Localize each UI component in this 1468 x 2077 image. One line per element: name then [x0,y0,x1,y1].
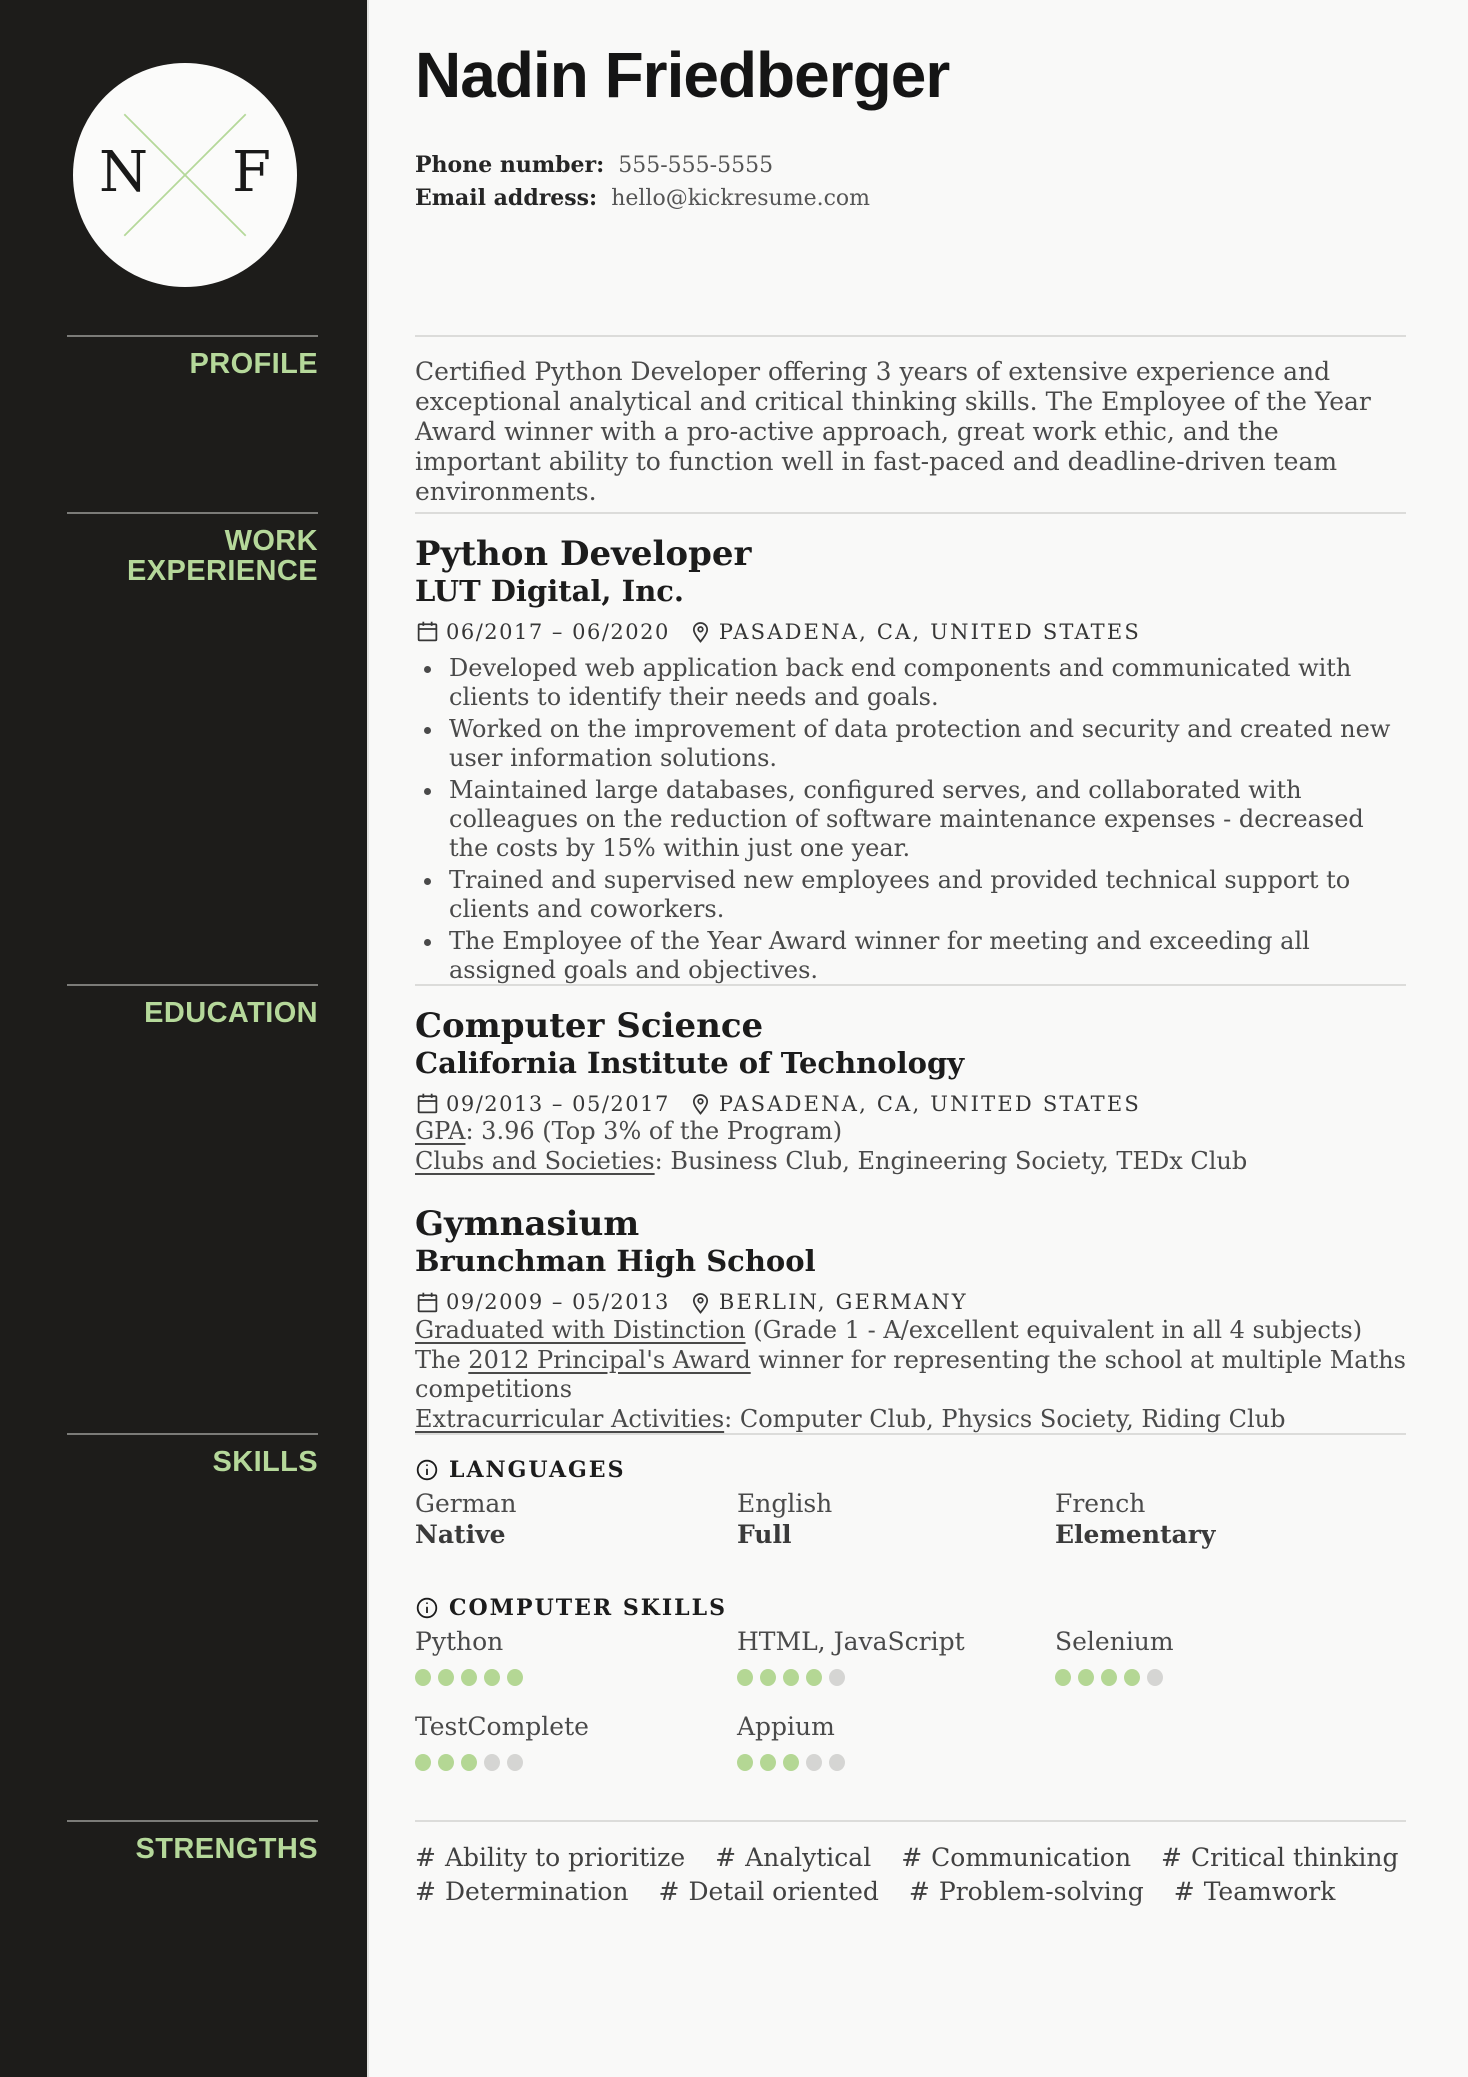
job-location: PASADENA, CA, UNITED STATES [718,619,1142,644]
rating-dot [461,1669,477,1686]
sidebar-strengths [0,1820,367,2077]
strengths-section [0,1820,1468,2077]
sidebar-divider [67,512,318,514]
sidebar-header [0,0,367,335]
computer-skill-item [1055,1627,1406,1686]
sidebar-item-skills: SKILLS [212,1446,318,1478]
skill-rating-dots [737,1754,1055,1771]
rating-dot [438,1754,454,1771]
rating-dot [760,1669,776,1686]
strength-item: # Critical thinking [1161,1843,1399,1872]
header-section [0,0,1468,335]
rating-dot [461,1754,477,1771]
strength-item: # Ability to prioritize [415,1843,686,1872]
computer-skills-grid [415,1627,1406,1771]
education-location: BERLIN, GERMANY [718,1290,968,1315]
computer-skills-label: COMPUTER SKILLS [449,1595,727,1621]
job-bullet: • Trained and supervised new employees and provided technical support to clients and coworkers. [445,866,1406,924]
info-icon [415,1458,439,1482]
education-detail-line: Clubs and Societies: Business Club, Engineering Society, TEDx Club [415,1147,1248,1176]
info-icon [415,1596,439,1620]
skill-rating-dots [415,1669,737,1686]
phone-label: Phone number: [415,152,605,179]
rating-dot [1078,1669,1094,1686]
person-name: Nadin Friedberger [415,39,950,111]
education-entry [415,1206,1406,1433]
rating-dot [806,1669,822,1686]
company-name: LUT Digital, Inc. [415,574,685,609]
section-divider [415,1433,1406,1435]
sidebar-item-work-experience: WORK EXPERIENCE [127,525,318,587]
education-detail-line: Graduated with Distinction (Grade 1 - A/excellent equivalent in all 4 subjects) [415,1315,1363,1344]
education-dates: 09/2013 – 05/2017 [446,1091,670,1116]
education-main [367,984,1468,1433]
education-detail-line: Extracurricular Activities: Computer Club, Physics Society, Riding Club [415,1404,1286,1433]
education-entries [415,1008,1406,1434]
skill-name: Appium [737,1712,835,1741]
rating-dot [760,1754,776,1771]
language-name: English [737,1489,833,1518]
education-entry [415,1008,1406,1176]
job-bullet: • Developed web application back end components and communicated with clients to identify their needs and goals. [445,654,1406,712]
computer-skill-item [737,1712,1055,1771]
sidebar-skills [0,1433,367,1820]
sidebar-item-profile: PROFILE [189,348,318,380]
language-item [737,1489,1055,1551]
languages-grid [415,1489,1406,1551]
skills-main [367,1433,1468,1820]
profile-text: Certified Python Developer offering 3 years of extensive experience and exceptional analytical and critical thinking skills. The Employee of the Year Award winner with a pro-active approach, great work ethic, and the important ability to function well in fast-paced and deadline-driven team environments. [415,357,1371,506]
rating-dot [737,1754,753,1771]
strength-item: # Analytical [715,1843,872,1872]
language-item [415,1489,737,1551]
computer-skill-item [415,1627,737,1686]
contact-block [415,149,1406,215]
sidebar-education [0,984,367,1433]
school-name: Brunchman High School [415,1244,816,1279]
job-title: Python Developer [415,534,752,574]
strength-item: # Detail oriented [658,1877,879,1906]
computer-skills-header [415,1595,1406,1621]
location-pin-icon [688,619,713,644]
rating-dot [507,1754,523,1771]
language-name: German [415,1489,517,1518]
skill-name: Python [415,1627,504,1656]
skill-rating-dots [415,1754,737,1771]
rating-dot [783,1669,799,1686]
monogram-logo [73,63,297,287]
job-meta [415,619,1406,644]
strength-item: # Teamwork [1173,1877,1336,1906]
location-pin-icon [688,1290,713,1315]
rating-dot [1124,1669,1140,1686]
strength-item: # Problem-solving [908,1877,1144,1906]
education-dates: 09/2009 – 05/2013 [446,1290,670,1315]
rating-dot [806,1754,822,1771]
monogram-letter-right: F [232,139,271,205]
calendar-icon [415,1091,440,1116]
sidebar-profile [0,335,367,512]
sidebar-divider [67,1433,318,1435]
skill-name: Selenium [1055,1627,1174,1656]
strengths-list [415,1842,1406,1908]
calendar-icon [415,619,440,644]
education-meta [415,1290,1406,1315]
strength-item: # Determination [415,1877,629,1906]
profile-main [367,335,1468,512]
rating-dot [484,1669,500,1686]
sidebar-item-education: EDUCATION [144,997,318,1029]
work-experience-section [0,512,1468,984]
job-bullet: • Worked on the improvement of data protection and security and created new user information solutions. [445,715,1406,773]
sidebar-divider [67,335,318,337]
education-section [0,984,1468,1433]
monogram-letter-left: N [99,139,148,205]
rating-dot [737,1669,753,1686]
phone-value: 555-555-5555 [618,153,774,179]
calendar-icon [415,1290,440,1315]
degree-title: Computer Science [415,1006,764,1046]
work-experience-main [367,512,1468,984]
location-pin-icon [688,1091,713,1116]
rating-dot [783,1754,799,1771]
email-value: hello@kickresume.com [611,186,871,212]
computer-skill-item [737,1627,1055,1686]
education-meta [415,1091,1406,1116]
rating-dot [1101,1669,1117,1686]
language-level: Elementary [1055,1520,1216,1549]
education-detail-line: The 2012 Principal's Award winner for representing the school at multiple Maths competitions [415,1345,1406,1403]
section-divider [415,1820,1406,1822]
education-details [415,1117,1406,1176]
job-bullet-list [415,654,1406,985]
rating-dot [1147,1669,1163,1686]
language-item [1055,1489,1406,1551]
rating-dot [829,1669,845,1686]
header-main [367,0,1468,335]
rating-dot [507,1669,523,1686]
rating-dot [415,1669,431,1686]
language-name: French [1055,1489,1146,1518]
degree-title: Gymnasium [415,1204,640,1245]
section-divider [415,984,1406,986]
sidebar-divider [67,984,318,986]
job-bullet: • The Employee of the Year Award winner for meeting and exceeding all assigned goals and objectives. [445,927,1406,985]
languages-header [415,1457,1406,1483]
skill-name: HTML, JavaScript [737,1627,965,1656]
job-dates: 06/2017 – 06/2020 [446,619,670,644]
education-detail-line: GPA: 3.96 (Top 3% of the Program) [415,1117,843,1146]
rating-dot [438,1669,454,1686]
language-level: Full [737,1520,792,1549]
email-label: Email address: [415,185,598,212]
education-location: PASADENA, CA, UNITED STATES [718,1091,1142,1116]
school-name: California Institute of Technology [415,1046,965,1081]
phone-row [415,149,1406,182]
rating-dot [1055,1669,1071,1686]
rating-dot [415,1754,431,1771]
skill-rating-dots [1055,1669,1406,1686]
section-divider [415,335,1406,337]
rating-dot [829,1754,845,1771]
email-row [415,182,1406,215]
education-details [415,1316,1406,1434]
languages-label: LANGUAGES [449,1457,626,1483]
job-bullet: • Maintained large databases, configured serves, and collaborated with colleagues on the reduction of software maintenance expenses - decreased the costs by 15% within just one year. [445,776,1406,863]
rating-dot [484,1754,500,1771]
skills-section [0,1433,1468,1820]
sidebar-work-experience [0,512,367,984]
profile-section [0,335,1468,512]
sidebar-item-strengths: STRENGTHS [135,1833,318,1865]
skill-rating-dots [737,1669,1055,1686]
language-level: Native [415,1520,506,1549]
skill-name: TestComplete [415,1712,589,1741]
section-divider [415,512,1406,514]
strength-item: # Communication [901,1843,1132,1872]
computer-skill-item [415,1712,737,1771]
strengths-main [367,1820,1468,2077]
sidebar-divider [67,1820,318,1822]
